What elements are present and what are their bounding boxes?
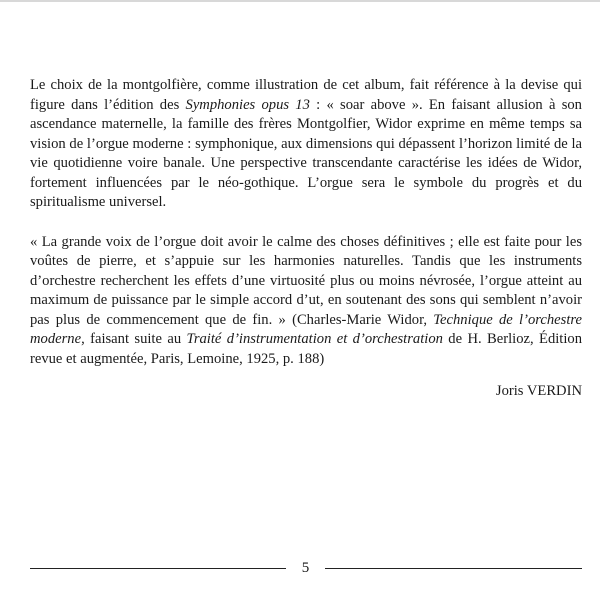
page-footer [30,558,582,578]
para1-italic-title: Symphonies opus 13 [185,96,310,113]
para2-text-3: de H. Berlioz, Édition revue et augmentée, Paris, Lemoine, 1925, p. 188) [30,331,582,367]
main-text [30,76,582,402]
footer-rule-right [325,568,582,569]
para2-italic-book: Technique de l’orchestre moderne [30,311,582,347]
para2-italic-traite: Traité d’instrumentation et d’orchestration [186,331,443,347]
footer-rule-left [30,568,286,569]
para2-text-2: , faisant suite au [81,331,187,347]
paragraph-montgolfiere [30,76,582,213]
paragraph-widor-quote [30,233,582,370]
para1-text-1: Le choix de la montgolfière, comme illustration de cet album, fait référence à la devise qui figure dans l’édition des [30,77,582,113]
para2-text-1: « La grande voix de l’orgue doit avoir le calme des choses définitives ; elle est faite pour les voûtes de pierre, et s’appuie sur les harmonies naturelles. Tandis que les instruments d’orchestre recherchent les effets d’une virtuosité plus ou moins névrosée, l’orgue atteint au maximum de puissance par le simple accord d’ut, en soutenant des sons qui semblent n’avoir pas plus de commencement que de fin. » (Charles-Marie Widor, [30,233,582,328]
author-signature: Joris VERDIN [495,383,582,399]
page-top-edge [0,0,600,2]
page-number: 5 [301,560,310,576]
para1-text-2: : « soar above ». En faisant allusion à son ascendance maternelle, la famille des frères Montgolfier, Widor exprime en même temps sa vision de l’orgue moderne : symphonique, aux dimensions qui dépassent l’horizon limité de la vie quotidienne voire banale. Une perspective transcendante caractérise les idées de Widor, fortement influencées par le néo-gothique. L’orgue sera le symbole du progrès et du spiritualisme universel. [30,96,582,210]
